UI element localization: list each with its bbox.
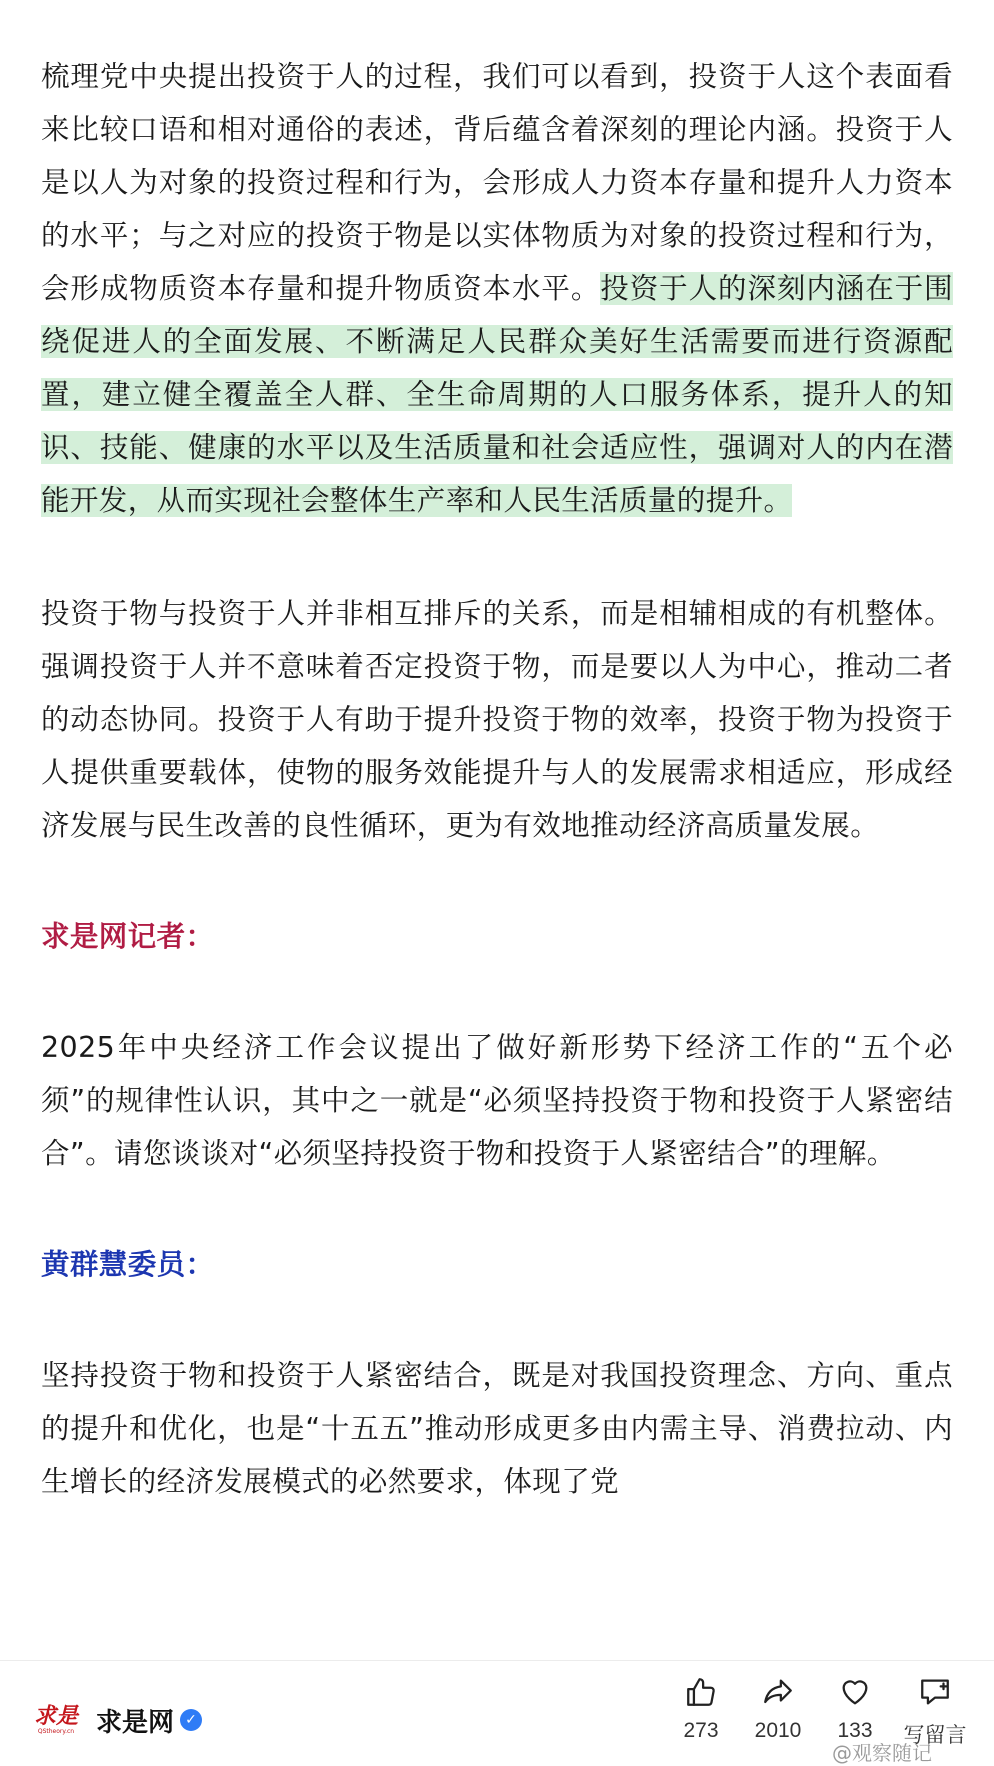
heart-icon [838,1675,872,1709]
comment-label: 写留言 [903,1724,967,1747]
highlighted-passage[interactable]: 投资于人的深刻内涵在于围绕促进人的全面发展、不断满足人民群众美好生活需要而进行资源配置，建立健全覆盖全人群、全生命周期的人口服务体系，提升人的知识、技能、健康的水平以及生活质量和社会适应性，强调对人的内在潜能开发，从而实现社会整体生产率和人民生活质量的提升。 [41,272,953,517]
favorite-count: 133 [837,1719,873,1742]
answer-paragraph: 坚持投资于物和投资于人紧密结合，既是对我国投资理念、方向、重点的提升和优化，也是“十五五”推动形成更多由内需主导、消费拉动、内生增长的经济发展模式的必然要求，体现了党 [41,1359,953,1498]
paragraph-2: 投资于物与投资于人并非相互排斥的关系，而是相辅相成的有机整体。强调投资于人并不意味着否定投资于物，而是要以人为中心，推动二者的动态协同。投资于人有助于提升投资于物的效率，投资于物为投资于人提供重要载体，使物的服务效能提升与人的发展需求相适应，形成经济发展与民生改善的良性循环，更为有效地推动经济高质量发展。 [41,597,953,842]
watermark: @观察随记 [832,1741,932,1765]
paragraph-1 [41,50,953,527]
like-button[interactable] [666,1675,736,1743]
reporter-label: 求是网记者： [41,920,215,953]
like-count: 273 [683,1719,719,1742]
comment-icon [918,1675,952,1709]
bottom-action-bar [0,1660,994,1765]
share-arrow-icon [761,1675,795,1709]
article-body [41,50,953,1508]
account-name[interactable]: 求是网 [96,1707,175,1738]
logo-subtext: QStheory.cn [37,1728,75,1735]
paragraph-1-text: 梳理党中央提出投资于人的过程，我们可以看到，投资于人这个表面看来比较口语和相对通俗的表述，背后蕴含着深刻的理论内涵。投资于人是以人为对象的投资过程和行为，会形成人力资本存量和提升人力资本的水平；与之对应的投资于物是以实体物质为对象的投资过程和行为，会形成物质资本存量和提升物质资本水平。 [41,60,953,305]
account-info[interactable] [30,1697,202,1743]
logo-mark: 求是 [33,1703,78,1729]
member-label: 黄群慧委员： [41,1248,215,1281]
share-count: 2010 [754,1719,802,1742]
thumbs-up-icon [684,1675,718,1709]
account-logo[interactable] [30,1697,82,1743]
verified-icon: ✓ [180,1709,202,1731]
favorite-button[interactable] [820,1675,890,1743]
question-paragraph: 2025年中央经济工作会议提出了做好新形势下经济工作的“五个必须”的规律性认识，其中之一就是“必须坚持投资于物和投资于人紧密结合”。请您谈谈对“必须坚持投资于物和投资于人紧密结合”的理解。 [41,1031,953,1170]
share-button[interactable] [743,1675,813,1743]
